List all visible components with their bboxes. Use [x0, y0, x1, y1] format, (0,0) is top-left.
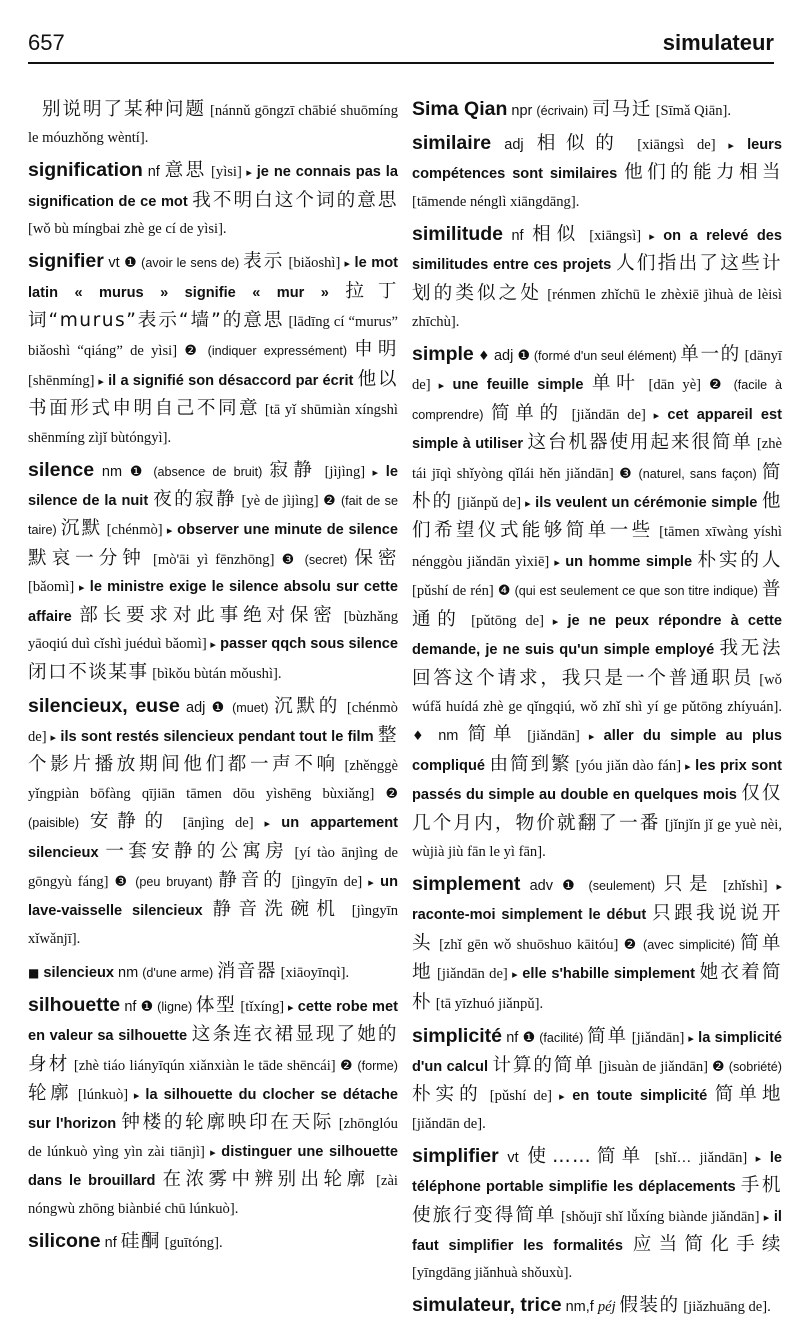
example-phrase: le ministre exige le silence absolu sur cette affaire [28, 579, 398, 625]
pinyin-text: [yè de jìjìng] [237, 493, 324, 510]
example-phrase: je ne connais pas la signification de ce mot [28, 164, 398, 210]
example-marker-icon: ▸ [649, 229, 655, 243]
pinyin-text: [nánnǔ gōngzī chābié shuōmíng le móuzhǒng wèntí]. [28, 103, 398, 147]
example-marker-icon: ▸ [344, 257, 350, 271]
example-marker-icon: ▸ [438, 379, 445, 393]
chinese-text: 只跟我说说开头 [412, 903, 782, 954]
chinese-text: 整个影片播放期间他们都一声不响 [28, 724, 398, 776]
part-of-speech: adv [520, 877, 563, 894]
sense-number: ❶ [562, 877, 580, 894]
right-column [412, 96, 782, 1326]
pinyin-text: [yóu jiǎn dào fán] [571, 757, 686, 774]
chinese-text: 轮廓 [28, 1082, 73, 1104]
part-of-speech: nm [428, 728, 468, 745]
entry-silhouette [28, 992, 398, 1223]
example-phrase: aller du simple au plus compliqué [412, 728, 783, 774]
chinese-text: 朴实的人 [697, 549, 782, 571]
pinyin-text: [jìngyīn de] [285, 873, 369, 890]
page-number: 657 [28, 30, 65, 55]
entry-silence [28, 457, 398, 688]
example-marker-icon: ▸ [287, 1000, 294, 1014]
example-phrase: le mot latin « murus » signifie « mur » [28, 255, 398, 301]
pinyin-text: [jiǎndān de] [432, 966, 513, 983]
sense-number: ❷ [339, 1057, 354, 1074]
pinyin-text: [zhǐshì] [714, 877, 777, 894]
part-of-speech: nf [142, 164, 165, 181]
chinese-text: 相似的 [536, 133, 625, 154]
sense-number: ❸ [619, 465, 634, 482]
chinese-text: 申明 [354, 339, 398, 361]
part-of-speech: nf [501, 1029, 523, 1046]
headword: simulateur, trice [412, 1294, 562, 1317]
part-of-speech: nf [120, 998, 141, 1015]
sense-gloss: (qui est seulement ce que son titre indique) [510, 584, 762, 599]
headword: silence [28, 458, 95, 481]
example-phrase: passer qqch sous silence [215, 636, 398, 653]
pinyin-text: [shǐ… jiǎndān] [646, 1149, 756, 1166]
example-marker-icon: ▸ [246, 166, 252, 180]
pinyin-text: [yí tào ānjìng de gōngyù fáng] [28, 844, 398, 890]
sense-number: ❶ [129, 463, 147, 480]
example-marker-icon: ▸ [552, 614, 559, 628]
example-phrase: distinguer une silhouette dans le brouillard [28, 1143, 398, 1190]
example-marker-icon: ▸ [133, 1088, 140, 1102]
chinese-text: 朴实的 [412, 1084, 483, 1106]
headword: signification [28, 159, 143, 182]
example-phrase: silencieux [39, 964, 114, 981]
chinese-text: 他以书面形式申明自己不同意 [28, 368, 398, 420]
example-marker-icon: ▸ [653, 408, 660, 422]
pinyin-text: [wǒ wúfǎ huídá zhè ge qǐngqiú, wǒ zhǐ shì yí ge pǔtōng zhíyuán]. [412, 671, 782, 715]
example-phrase: elle s'habille simplement [517, 966, 700, 983]
chinese-text: 单叶 [591, 373, 641, 395]
sense-gloss: (facilité) [535, 1030, 588, 1045]
chinese-text: 沉默的 [274, 695, 342, 717]
pinyin-text: [bìkǒu bùtán mǒushì]. [148, 665, 282, 682]
chinese-text: 简单 [467, 724, 519, 746]
sense-gloss: (naturel, sans façon) [633, 466, 762, 481]
example-marker-icon: ▸ [512, 968, 518, 982]
sense-gloss: (secret) [297, 552, 355, 567]
example-phrase: je ne peux répondre à cette demande, je ne suis qu'un simple employé [412, 612, 782, 659]
part-of-speech: nm [113, 964, 143, 981]
example-phrase: observer une minute de silence [172, 522, 398, 539]
pinyin-text: [wǒ bù míngbai zhè ge cí de yìsi]. [28, 221, 227, 238]
pinyin-text: [Sīmǎ Qiān]. [651, 103, 732, 119]
sense-gloss: (forme) [353, 1058, 398, 1073]
example-marker-icon: ▸ [685, 759, 691, 773]
example-marker-icon: ▸ [525, 497, 531, 511]
entry-simplement [412, 871, 782, 1018]
sense-gloss: (facile à comprendre) [412, 378, 782, 422]
example-marker-icon: ▸ [728, 139, 734, 152]
chinese-text: 只是 [663, 873, 715, 895]
example-phrase: le téléphone portable simplifie les déplacements [412, 1149, 782, 1196]
pinyin-text: [xiāoyīnqì]. [276, 964, 350, 981]
chinese-text: 保密 [354, 547, 398, 569]
chinese-text: 简朴的 [412, 461, 782, 513]
page-header [28, 22, 774, 64]
example-marker-icon: ▸ [210, 638, 216, 652]
part-of-speech: vt [103, 255, 125, 272]
chinese-text: 她衣着简朴 [412, 962, 782, 1013]
example-marker-icon: ▸ [368, 875, 374, 889]
sense-gloss: (peu bruyant) [129, 874, 219, 889]
chinese-text: 司马迁 [591, 99, 652, 120]
pinyin-text: [bǎomì] [28, 579, 80, 596]
pinyin-text: [shǒujī shǐ lǚxíng biànde jiǎndān] [556, 1208, 764, 1225]
chinese-text: 意思 [164, 160, 207, 182]
example-marker-icon: ▸ [372, 465, 379, 479]
pinyin-text: [jiǎndān] [627, 1029, 689, 1046]
chinese-text: 计算的简单 [492, 1054, 595, 1076]
chinese-text: 单一的 [680, 344, 741, 366]
chinese-text: 人们指出了这些计划的类似之处 [412, 253, 782, 304]
example-phrase: il faut simplifier les formalités [412, 1208, 782, 1254]
pinyin-text: [guītóng]. [160, 1234, 223, 1251]
pinyin-text: [jiǎndān de]. [412, 1115, 486, 1132]
pinyin-text: [tāmende nénglì xiāngdāng]. [412, 193, 580, 210]
pinyin-text: [shēnmíng] [28, 372, 99, 389]
entry-continuation [28, 96, 398, 153]
sense-gloss: (sobriété) [724, 1059, 783, 1074]
pinyin-text: [zhè tiáo liányīqún xiǎnxiàn le tāde shēncái] [69, 1057, 340, 1074]
example-marker-icon: ▸ [763, 1210, 770, 1224]
chinese-text: 简单地 [714, 1084, 782, 1106]
sense-gloss: (avec simplicité) [637, 937, 741, 952]
example-phrase: un lave-vaisselle silencieux [28, 873, 398, 920]
headword: simplifier [412, 1144, 499, 1167]
entry-similaire [412, 130, 782, 216]
pinyin-text: [jìngyīn xǐwǎnjī]. [28, 903, 398, 947]
example-phrase: le silence de la nuit [28, 463, 398, 510]
example-marker-icon: ▸ [264, 817, 270, 831]
chinese-text: 应当简化手续 [632, 1234, 782, 1255]
part-of-speech: nf [503, 227, 533, 244]
sense-gloss: (avoir le sens de) [137, 256, 244, 271]
part-of-speech: adj [179, 699, 212, 716]
sense-number: ❶ [124, 255, 138, 272]
pinyin-text: [zhōnglóu de lúnkuò yìng yìn zài tiānjì] [28, 1116, 398, 1160]
example-phrase: cet appareil est simple à utiliser [412, 406, 782, 453]
example-phrase: un homme simple [559, 553, 698, 570]
pinyin-text: [yīngdāng jiǎnhuà shǒuxù]. [412, 1265, 573, 1282]
sense-number: ❷ [184, 343, 201, 360]
headword: simplement [412, 872, 521, 895]
sense-number: ❶ [140, 998, 154, 1015]
entry-signification [28, 157, 398, 243]
pinyin-text: [pǔshí de rén] [412, 583, 498, 600]
chinese-text: 别说明了某种问题 [42, 99, 206, 120]
entry-silencieux-nm [28, 958, 398, 987]
pinyin-text: [lādīng cí “murus” biǎoshì “qiáng” de yìsi] [28, 314, 398, 360]
entry-sima-qian [412, 96, 782, 125]
example-phrase: raconte-moi simplement le début [412, 907, 653, 924]
pinyin-text: [xiāngsì] [581, 227, 650, 244]
headword: simple [412, 343, 474, 366]
pinyin-text: [dān yè] [640, 377, 709, 394]
subentry-marker-icon: ■ [28, 965, 40, 980]
chinese-text: 安静的 [89, 811, 172, 833]
sense-number: ❸ [281, 551, 298, 568]
chinese-text: 默哀一分钟 [28, 547, 146, 569]
part-of-speech: nm,f [561, 1299, 598, 1316]
chinese-text: 这条连衣裙显现了她的身材 [28, 1024, 398, 1075]
example-marker-icon: ▸ [554, 555, 560, 569]
chinese-text: 静音洗碗机 [212, 899, 343, 921]
pinyin-text: [jiǎzhuāng de]. [679, 1299, 771, 1316]
sense-gloss: (ligne) [153, 999, 196, 1014]
pinyin-text: [tāmen xīwàng yíshì nénggòu jiǎndān yìxiē] [412, 524, 782, 570]
pinyin-text: [dānyī de] [412, 348, 782, 394]
chinese-text: 手机使旅行变得简单 [412, 1175, 782, 1226]
chinese-text: 体型 [195, 994, 237, 1016]
chinese-text: 简单的 [491, 402, 564, 424]
headword: similitude [412, 222, 504, 245]
chinese-text: 仅仅几个月内，物价就翻了一番 [412, 783, 782, 834]
pinyin-text: [lúnkuò] [72, 1086, 134, 1103]
entry-simple [412, 341, 782, 866]
example-phrase: la silhouette du clocher se détache sur l'horizon [28, 1086, 398, 1133]
sense-gloss: (d'une arme) [142, 965, 217, 980]
headword: simplicité [412, 1024, 502, 1047]
sense-gloss: (absence de bruit) [146, 464, 270, 479]
example-phrase: ils veulent un cérémonie simple [530, 495, 762, 512]
example-marker-icon: ▸ [755, 1151, 762, 1165]
pinyin-text: [mò'āi yì fēnzhōng] [145, 551, 282, 568]
sense-number: ❶ [522, 1029, 536, 1046]
example-marker-icon: ▸ [50, 730, 57, 744]
chinese-text: 钟楼的轮廓映印在天际 [121, 1112, 334, 1134]
chinese-text: 拉丁词“murus”表示“墙”的意思 [28, 280, 398, 332]
entry-signifier [28, 248, 398, 452]
pinyin-text: [jǐnjǐn jǐ ge yuè nèi, wùjià jiù fān le yì fān]. [412, 816, 782, 860]
example-marker-icon: ▸ [166, 524, 173, 538]
chinese-text: 静音的 [218, 869, 286, 891]
sense-number: ❷ [623, 936, 638, 953]
chinese-text: 我不明白这个词的意思 [192, 189, 398, 211]
sense-gloss: (muet) [226, 700, 275, 715]
pinyin-text: [zhǐ gēn wǒ shuōshuo kāitóu] [433, 936, 624, 953]
pinyin-text: [tā yīzhuó jiǎnpǔ]. [432, 995, 544, 1012]
pinyin-text: [jìsuàn de jiǎndān] [594, 1058, 713, 1075]
sense-number: ❷ [385, 785, 398, 802]
example-marker-icon: ▸ [559, 1090, 565, 1104]
example-phrase: leurs compétences sont similaires [412, 137, 782, 183]
pinyin-text: [biǎoshì] [284, 255, 345, 272]
entry-simplicite [412, 1023, 782, 1139]
chinese-text: 简单地 [412, 932, 782, 984]
entry-silicone [28, 1228, 398, 1257]
pinyin-text: [zhè tái jīqì shǐyòng qǐlái hěn jiǎndān] [412, 436, 782, 482]
category-marker-icon: ♦ [473, 349, 490, 365]
example-marker-icon: ▸ [79, 581, 85, 595]
example-marker-icon: ▸ [588, 730, 595, 744]
chinese-text: 部长要求对此事绝对保密 [79, 604, 337, 626]
chinese-text: 沉默 [60, 518, 103, 540]
chinese-text: 由简到繁 [489, 753, 572, 775]
pinyin-text: [tǐxíng] [236, 998, 288, 1015]
example-marker-icon: ▸ [776, 879, 782, 893]
pinyin-text: [bùzhǎng yāoqiú duì cǐshì juéduì bǎomì] [28, 608, 399, 653]
chinese-text: 简单 [587, 1025, 628, 1047]
pinyin-text: [ānjìng de] [171, 815, 265, 832]
example-marker-icon: ▸ [210, 1145, 216, 1159]
sense-gloss: (écrivain) [536, 104, 592, 118]
sense-number: ❸ [114, 873, 130, 890]
part-of-speech: npr [507, 103, 537, 119]
pinyin-text: [tā yǐ shūmiàn xíngshì shēnmíng zìjǐ bùtóngyì]. [28, 402, 398, 446]
example-phrase: il a signifié son désaccord par écrit [103, 372, 358, 389]
pinyin-text: [zhěnggè yǐngpiàn bōfàng qījiān tāmen dōu yìshēng bùxiǎng] [28, 758, 398, 802]
example-phrase: cette robe met en valeur sa silhouette [28, 998, 398, 1045]
chinese-text: 假装的 [619, 1295, 680, 1317]
pinyin-text: [jiǎndān] [518, 728, 589, 745]
pinyin-text: [zài nóngwù zhōng biànbié chū lúnkuò]. [28, 1173, 398, 1217]
chinese-text: 在浓雾中辨别出轮廓 [162, 1169, 370, 1191]
chinese-text: 他们的能力相当 [624, 162, 782, 184]
sense-number: ❶ [211, 699, 227, 716]
example-phrase: la simplicité d'un calcul [412, 1029, 782, 1075]
pinyin-text: [jiǎndān de] [563, 406, 654, 423]
chinese-text: 他们希望仪式能够简单一些 [412, 491, 782, 542]
example-marker-icon: ▸ [98, 374, 104, 388]
part-of-speech: adj [489, 348, 518, 365]
example-phrase: en toute simplicité [564, 1088, 715, 1105]
part-of-speech: vt [498, 1149, 528, 1166]
entry-simplifier [412, 1143, 782, 1288]
example-phrase: on a relevé des similitudes entre ces projets [412, 227, 782, 274]
headword: silhouette [28, 993, 121, 1016]
chinese-text: 硅酮 [120, 1230, 161, 1252]
sense-gloss: (formé d'un seul élément) [530, 349, 681, 364]
part-of-speech: adj [491, 137, 537, 153]
part-of-speech: nf [100, 1234, 121, 1251]
pinyin-text: [yìsi] [206, 164, 247, 181]
pinyin-text: [jiǎnpǔ de] [453, 495, 526, 512]
chinese-text: 普通的 [412, 579, 782, 630]
chinese-text: 闭口不谈某事 [28, 661, 149, 683]
entry-similitude [412, 221, 782, 337]
category-marker-icon: ♦ [412, 729, 429, 745]
headword: similaire [412, 132, 492, 154]
example-phrase: ils sont restés silencieux pendant tout le film [56, 728, 378, 745]
chinese-text: 使……简单 [527, 1145, 647, 1167]
sense-number: ❶ [517, 348, 531, 365]
sense-number: ❹ [497, 583, 511, 600]
sense-gloss: (indiquer expressément) [200, 344, 355, 359]
sense-gloss: (fait de se taire) [28, 494, 398, 538]
chinese-text: 一套安静的公寓房 [105, 840, 289, 862]
headword: silicone [28, 1229, 101, 1252]
chinese-text: 表示 [243, 251, 285, 273]
sense-gloss: (seulement) [579, 878, 664, 893]
pinyin-text: [rénmen zhǐchū le zhèxiē jìhuà de lèisì zhīchù]. [412, 286, 782, 331]
pinyin-text: [xiāngsì de] [624, 137, 729, 153]
pinyin-text: [chénmò de] [28, 699, 398, 745]
usage-label: péj [597, 1299, 620, 1316]
headword: signifier [28, 250, 104, 273]
chinese-text: 夜的寂静 [153, 489, 237, 511]
headword: silencieux, euse [28, 694, 180, 717]
chinese-text: 这台机器使用起来很简单 [527, 432, 753, 454]
sense-gloss: (paisible) [28, 816, 90, 831]
example-phrase: une feuille simple [444, 377, 592, 394]
chinese-text: 消音器 [216, 960, 277, 982]
pinyin-text: [pǔshí de] [482, 1088, 560, 1105]
part-of-speech: nm [94, 463, 130, 480]
sense-number: ❷ [708, 377, 726, 394]
chinese-text: 我无法回答这个请求，我只是一个普通职员 [412, 638, 782, 689]
example-phrase: les prix sont passés du simple au double en quelques mois [412, 757, 782, 804]
entry-simulateur [412, 1292, 782, 1321]
sense-number: ❷ [323, 493, 337, 510]
headword: Sima Qian [412, 98, 508, 120]
example-marker-icon: ▸ [688, 1031, 694, 1045]
chinese-text: 相似 [532, 223, 582, 245]
pinyin-text: [jìjìng] [317, 463, 373, 480]
pinyin-text: [pǔtōng de] [462, 612, 553, 629]
entry-silencieux [28, 693, 398, 954]
sense-number: ❷ [712, 1058, 725, 1075]
pinyin-text: [chénmò] [102, 522, 167, 539]
example-phrase: un appartement silencieux [28, 815, 398, 861]
chinese-text: 寂静 [269, 459, 318, 481]
running-head: simulateur [662, 30, 774, 55]
left-column [28, 96, 398, 1262]
